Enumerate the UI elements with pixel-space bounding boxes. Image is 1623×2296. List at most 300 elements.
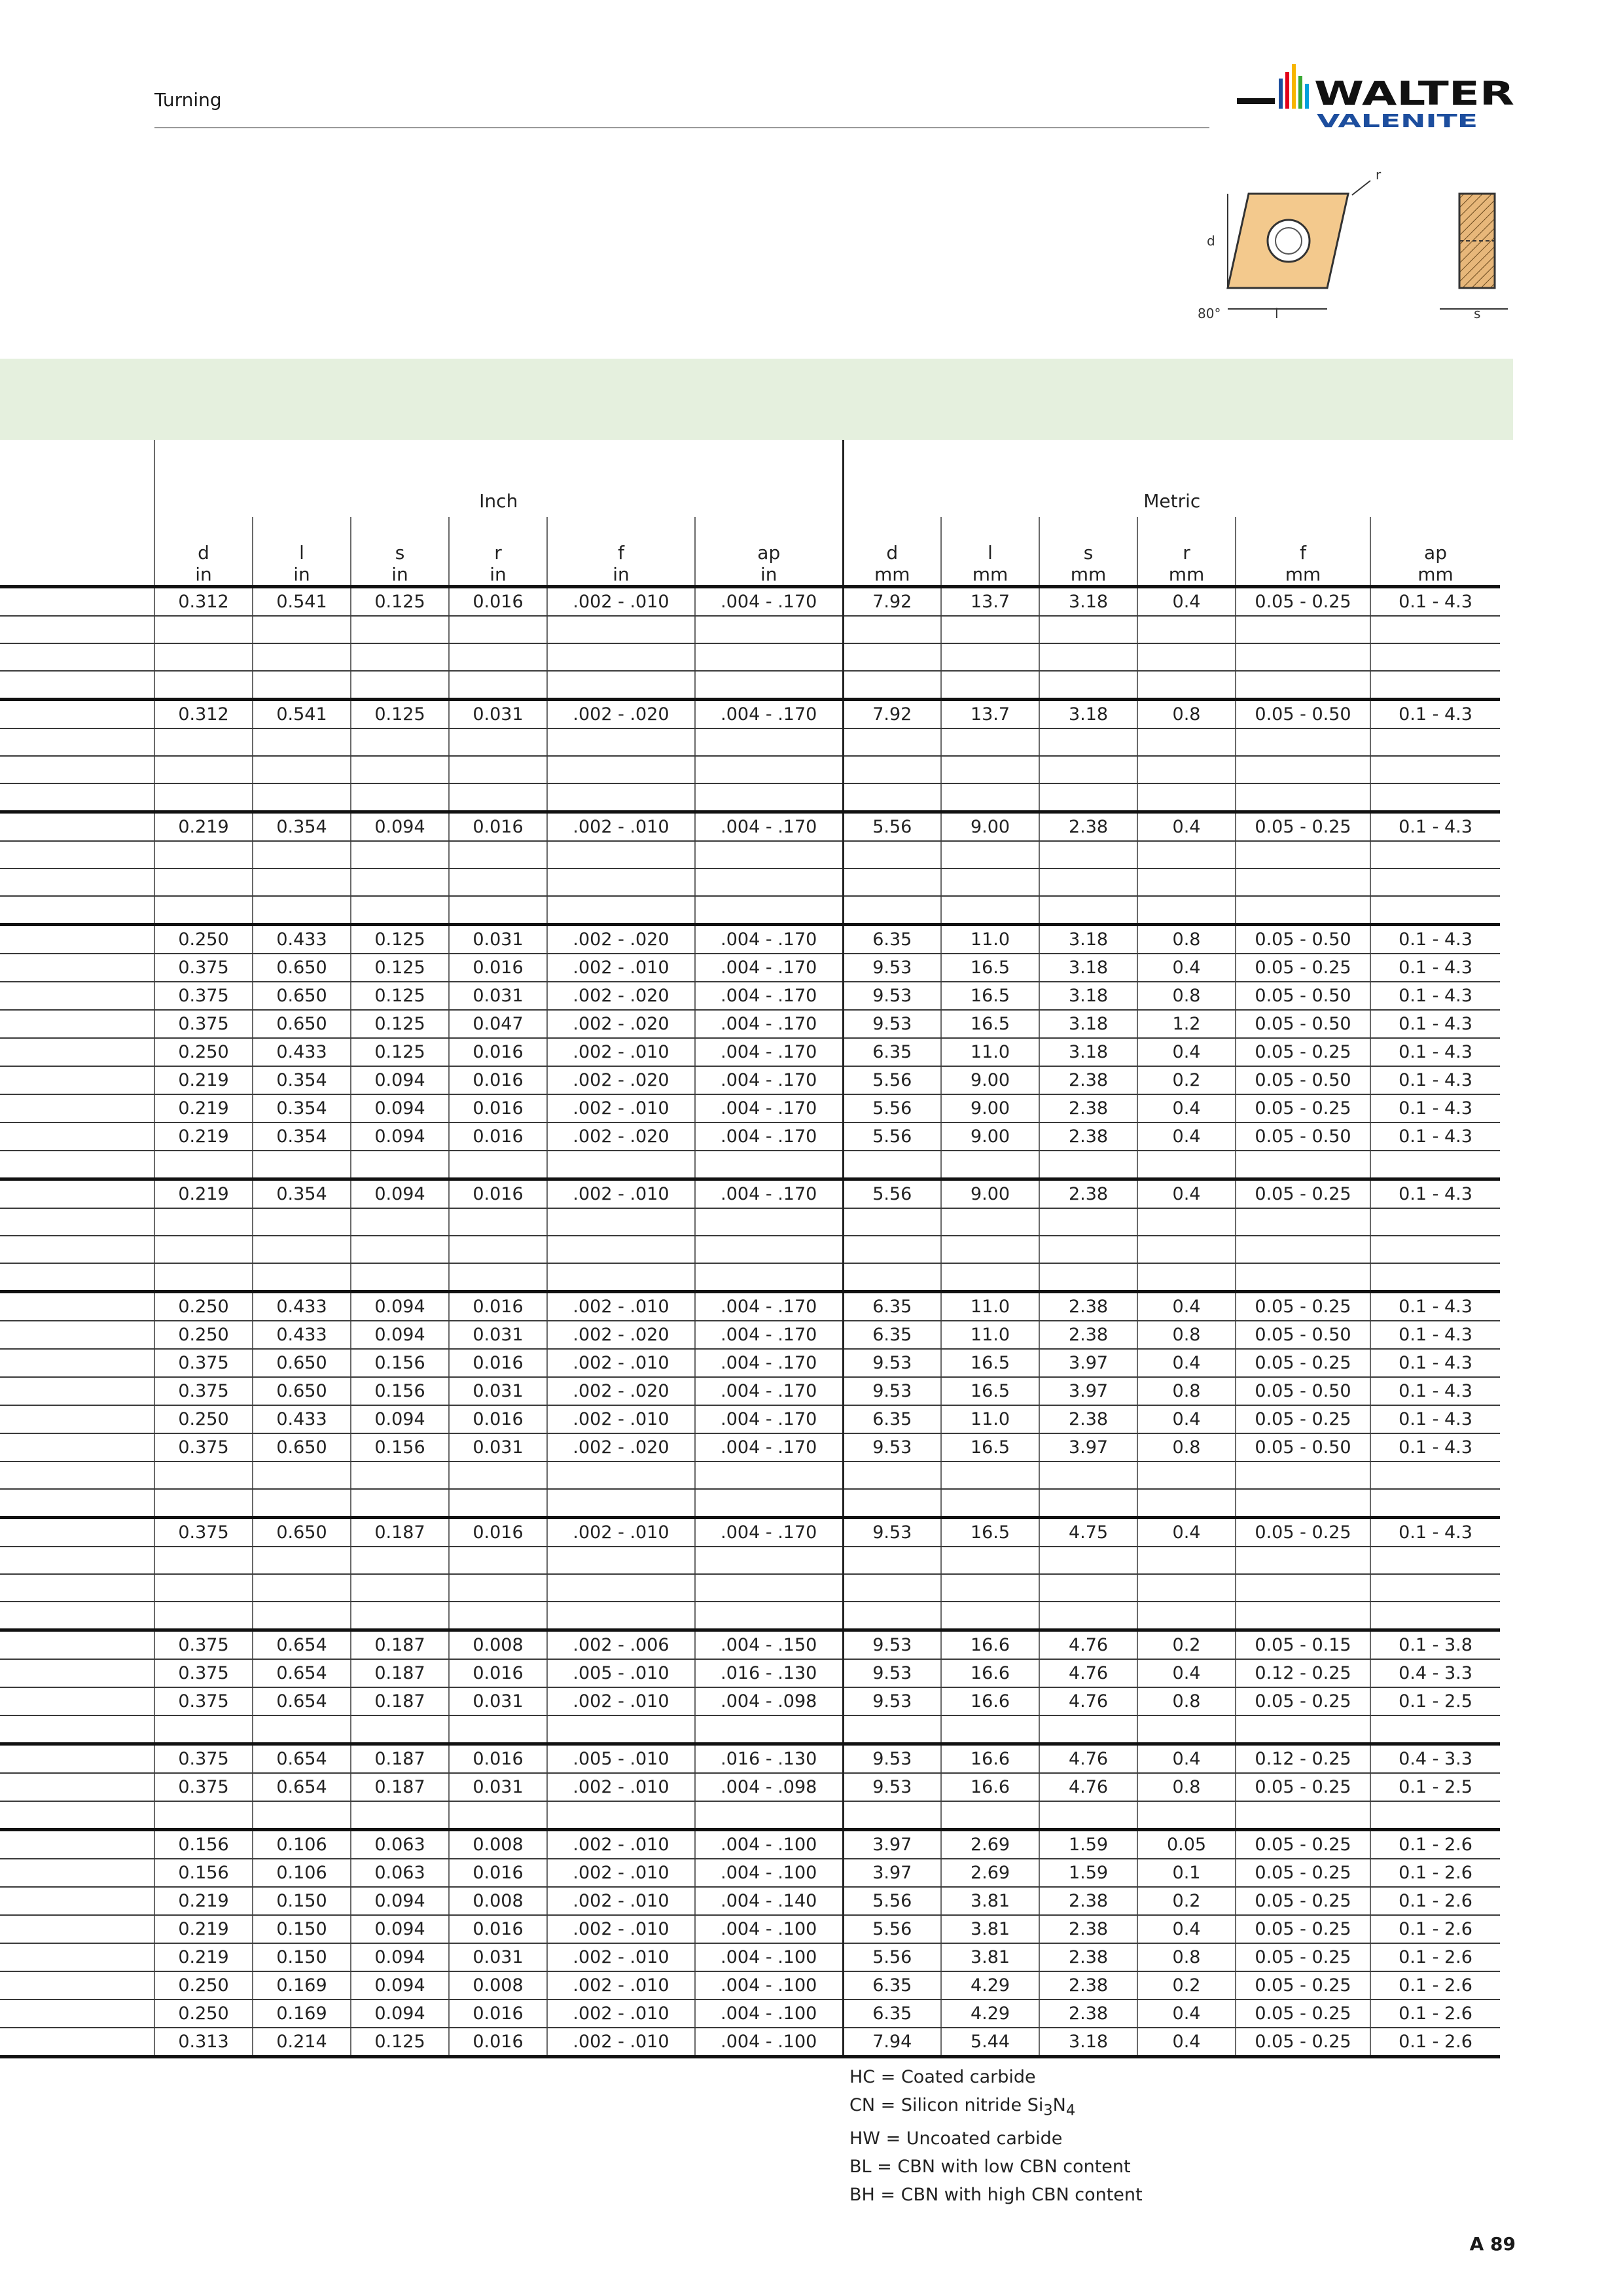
table-cell: 0.4 <box>1137 812 1236 842</box>
table-cell: 0.354 <box>253 1122 351 1151</box>
table-cell: 5.56 <box>843 1094 941 1122</box>
table-cell: 9.53 <box>843 1377 941 1405</box>
table-cell: 0.650 <box>253 982 351 1010</box>
table-row <box>0 1630 1500 1660</box>
table-cell: 5.56 <box>843 1887 941 1915</box>
table-cell: 16.6 <box>941 1744 1039 1774</box>
table-cell: .002 - .020 <box>547 1010 695 1038</box>
table-cell: 2.38 <box>1039 1915 1137 1943</box>
col-header: f mm <box>1236 517 1370 587</box>
table-cell: 6.35 <box>843 2000 941 2028</box>
table-cell: 3.81 <box>941 1943 1039 1971</box>
table-cell: 0.8 <box>1137 1321 1236 1349</box>
table-cell: 0.8 <box>1137 1773 1236 1801</box>
section-title: Turning <box>154 89 222 111</box>
table-cell: 0.1 - 4.3 <box>1370 587 1500 617</box>
table-cell: 0.1 - 4.3 <box>1370 1066 1500 1094</box>
table-cell: 11.0 <box>941 925 1039 954</box>
table-cell: 0.05 - 0.25 <box>1236 2000 1370 2028</box>
group-header-metric: Metric <box>1143 490 1201 512</box>
table-cell: 1.2 <box>1137 1010 1236 1038</box>
table-cell: 11.0 <box>941 1405 1039 1433</box>
table-cell: 0.1 - 4.3 <box>1370 1038 1500 1066</box>
table-cell: 0.016 <box>449 1094 547 1122</box>
table-cell: .004 - .170 <box>695 1179 843 1209</box>
table-cell: 0.375 <box>154 1744 253 1774</box>
table-cell: .002 - .010 <box>547 1971 695 2000</box>
table-cell: 0.4 - 3.3 <box>1370 1744 1500 1774</box>
table-cell: 0.654 <box>253 1773 351 1801</box>
table-cell: .002 - .010 <box>547 1859 695 1887</box>
table-cell: 0.4 <box>1137 1292 1236 1321</box>
table-cell: 16.6 <box>941 1630 1039 1660</box>
table-cell: 0.016 <box>449 1744 547 1774</box>
table-cell: 0.05 - 0.50 <box>1236 1122 1370 1151</box>
table-cell: 1.59 <box>1039 1830 1137 1859</box>
table-cell: 9.53 <box>843 982 941 1010</box>
table-cell: 3.18 <box>1039 982 1137 1010</box>
table-cell: 0.541 <box>253 700 351 729</box>
table-cell: 0.1 - 4.3 <box>1370 1122 1500 1151</box>
table-cell: 0.1 - 4.3 <box>1370 1349 1500 1377</box>
table-cell: 0.016 <box>449 1122 547 1151</box>
table-cell: .002 - .010 <box>547 1179 695 1209</box>
insert-hole-icon <box>1268 220 1310 262</box>
table-row <box>0 1744 1500 1774</box>
table-cell: 5.56 <box>843 1179 941 1209</box>
table-cell: 9.00 <box>941 1122 1039 1151</box>
table-cell: 4.29 <box>941 2000 1039 2028</box>
col-header: ap mm <box>1370 517 1500 587</box>
table-cell: 5.56 <box>843 1915 941 1943</box>
table-cell: 0.031 <box>449 925 547 954</box>
table-row <box>0 1943 1500 1971</box>
insert-drawing <box>1198 164 1512 334</box>
table-row <box>0 954 1500 982</box>
table-cell: .002 - .010 <box>547 1292 695 1321</box>
table-cell: 0.05 - 0.50 <box>1236 1066 1370 1094</box>
table-cell: 5.56 <box>843 1122 941 1151</box>
logo-stripe <box>1305 84 1309 109</box>
table-cell: 0.654 <box>253 1630 351 1660</box>
table-row <box>0 1179 1500 1209</box>
header-rule <box>154 127 1209 128</box>
table-cell: 0.1 - 4.3 <box>1370 925 1500 954</box>
table-cell: .004 - .170 <box>695 1349 843 1377</box>
table-cell: 2.69 <box>941 1830 1039 1859</box>
table-cell: 2.38 <box>1039 812 1137 842</box>
table-body <box>0 587 1500 2057</box>
table-row <box>0 1066 1500 1094</box>
table-cell: 0.433 <box>253 1038 351 1066</box>
table-cell: 0.1 - 2.6 <box>1370 2028 1500 2057</box>
table-cell: 0.031 <box>449 1943 547 1971</box>
table-row <box>0 1122 1500 1151</box>
table-group-header-row <box>0 440 1500 517</box>
table-cell: 0.354 <box>253 1179 351 1209</box>
table-cell: 0.094 <box>351 2000 449 2028</box>
table-cell: 16.5 <box>941 1377 1039 1405</box>
table-cell: 9.53 <box>843 1630 941 1660</box>
table-cell: 0.05 - 0.25 <box>1236 1349 1370 1377</box>
table-cell: 16.6 <box>941 1773 1039 1801</box>
table-cell: .004 - .170 <box>695 1405 843 1433</box>
table-cell: 9.53 <box>843 1518 941 1547</box>
table-cell: 0.094 <box>351 1292 449 1321</box>
table-cell: 0.05 - 0.50 <box>1236 700 1370 729</box>
table-cell: 0.187 <box>351 1687 449 1715</box>
table-cell: 0.8 <box>1137 1943 1236 1971</box>
table-row-empty <box>0 1236 1500 1263</box>
table-cell: 0.008 <box>449 1887 547 1915</box>
table-cell: 9.53 <box>843 1687 941 1715</box>
table-cell: 0.1 - 4.3 <box>1370 1179 1500 1209</box>
table-cell: 0.4 <box>1137 1915 1236 1943</box>
title-band <box>0 359 1513 440</box>
table-cell: 6.35 <box>843 1321 941 1349</box>
table-cell: .002 - .010 <box>547 1405 695 1433</box>
table-cell: 0.150 <box>253 1887 351 1915</box>
table-cell: 9.00 <box>941 1179 1039 1209</box>
table-cell: 0.650 <box>253 1349 351 1377</box>
table-cell: .004 - .170 <box>695 1377 843 1405</box>
table-cell: 0.094 <box>351 1405 449 1433</box>
table-cell: 0.250 <box>154 1038 253 1066</box>
table-cell: 0.150 <box>253 1915 351 1943</box>
table-cell: 0.4 <box>1137 1094 1236 1122</box>
table-cell: .004 - .100 <box>695 2028 843 2057</box>
table-row <box>0 1887 1500 1915</box>
table-cell: 0.1 - 4.3 <box>1370 1321 1500 1349</box>
table-cell: 0.05 - 0.25 <box>1236 1687 1370 1715</box>
logo-wordmark: WALTER <box>1314 75 1514 113</box>
table-cell: .002 - .010 <box>547 587 695 617</box>
table-cell: 2.38 <box>1039 1887 1137 1915</box>
table-cell: .002 - .010 <box>547 2028 695 2057</box>
table-cell: 16.5 <box>941 1433 1039 1462</box>
label-angle: 80° <box>1198 306 1221 321</box>
table-cell: 9.53 <box>843 1773 941 1801</box>
table-row <box>0 1010 1500 1038</box>
table-cell: 3.97 <box>843 1859 941 1887</box>
table-cell: 5.56 <box>843 1943 941 1971</box>
table-cell: 0.1 - 2.6 <box>1370 1859 1500 1887</box>
table-cell: 9.53 <box>843 1010 941 1038</box>
table-cell: .004 - .170 <box>695 1122 843 1151</box>
table-row <box>0 925 1500 954</box>
table-cell: 0.094 <box>351 1915 449 1943</box>
table-cell: 5.56 <box>843 812 941 842</box>
table-cell: .004 - .098 <box>695 1773 843 1801</box>
legend-item: HC = Coated carbide <box>849 2067 1036 2087</box>
table-cell: 0.05 - 0.25 <box>1236 1292 1370 1321</box>
table-cell: 0.12 - 0.25 <box>1236 1659 1370 1687</box>
table-cell: 0.375 <box>154 1687 253 1715</box>
table-cell: 0.8 <box>1137 925 1236 954</box>
table-cell: 0.250 <box>154 925 253 954</box>
table-cell: 0.354 <box>253 812 351 842</box>
table-row-empty <box>0 1489 1500 1518</box>
table-cell: .002 - .020 <box>547 982 695 1010</box>
table-cell: 0.1 - 2.6 <box>1370 1971 1500 2000</box>
label-s: s <box>1474 306 1481 321</box>
logo-stripe <box>1285 72 1289 109</box>
table-row-empty <box>0 616 1500 643</box>
table-cell: 0.654 <box>253 1744 351 1774</box>
table-cell: 0.016 <box>449 1915 547 1943</box>
table-cell: .004 - .100 <box>695 1915 843 1943</box>
table-cell: 0.4 <box>1137 587 1236 617</box>
table-cell: 0.094 <box>351 812 449 842</box>
table-row-empty <box>0 1263 1500 1292</box>
table-cell: 3.18 <box>1039 925 1137 954</box>
table-cell: 0.8 <box>1137 1687 1236 1715</box>
table-cell: 0.433 <box>253 1405 351 1433</box>
label-d: d <box>1207 233 1215 249</box>
col-header: r mm <box>1137 517 1236 587</box>
table-cell: .004 - .170 <box>695 1518 843 1547</box>
table-cell: 0.016 <box>449 1405 547 1433</box>
table-row-empty <box>0 869 1500 896</box>
table-cell: 2.38 <box>1039 1321 1137 1349</box>
table-row-empty <box>0 1574 1500 1602</box>
table-cell: 0.016 <box>449 1179 547 1209</box>
table-cell: 0.031 <box>449 700 547 729</box>
table-cell: 0.156 <box>154 1859 253 1887</box>
table-cell: 0.250 <box>154 2000 253 2028</box>
table-row-empty <box>0 1547 1500 1574</box>
table-cell: 0.05 - 0.25 <box>1236 1830 1370 1859</box>
table-row <box>0 1349 1500 1377</box>
table-cell: 16.6 <box>941 1659 1039 1687</box>
table-cell: 0.016 <box>449 1292 547 1321</box>
table-cell: 7.92 <box>843 700 941 729</box>
table-cell: 0.375 <box>154 982 253 1010</box>
table-cell: .004 - .170 <box>695 812 843 842</box>
table-cell: 3.18 <box>1039 2028 1137 2057</box>
table-cell: 0.05 - 0.50 <box>1236 1433 1370 1462</box>
table-cell: 0.1 - 4.3 <box>1370 1518 1500 1547</box>
table-row-empty <box>0 643 1500 671</box>
table-cell: .002 - .010 <box>547 1773 695 1801</box>
table-cell: 9.53 <box>843 1744 941 1774</box>
table-cell: 0.031 <box>449 1773 547 1801</box>
table-cell: 0.4 <box>1137 1405 1236 1433</box>
table-row-empty <box>0 1151 1500 1179</box>
table-row <box>0 1321 1500 1349</box>
legend-item: HW = Uncoated carbide <box>849 2128 1063 2149</box>
table-cell: 0.094 <box>351 1971 449 2000</box>
table-cell: 0.375 <box>154 1433 253 1462</box>
table-cell: 2.38 <box>1039 1971 1137 2000</box>
table-cell: 0.156 <box>351 1433 449 1462</box>
table-cell: 2.38 <box>1039 1292 1137 1321</box>
table-cell: 0.2 <box>1137 1066 1236 1094</box>
table-cell: 13.7 <box>941 700 1039 729</box>
table-cell: 0.4 <box>1137 2028 1236 2057</box>
col-header: ap in <box>695 517 843 587</box>
table-cell: 0.125 <box>351 1038 449 1066</box>
col-header: f in <box>547 517 695 587</box>
table-cell: .004 - .170 <box>695 982 843 1010</box>
table-cell: .002 - .020 <box>547 1321 695 1349</box>
table-row <box>0 587 1500 617</box>
table-cell: 16.6 <box>941 1687 1039 1715</box>
table-cell: 0.125 <box>351 982 449 1010</box>
table-cell: 2.38 <box>1039 1943 1137 1971</box>
table-row <box>0 1830 1500 1859</box>
table-cell: 0.05 <box>1137 1830 1236 1859</box>
table-cell: 0.8 <box>1137 1377 1236 1405</box>
table-cell: 0.1 - 3.8 <box>1370 1630 1500 1660</box>
col-header: s in <box>351 517 449 587</box>
table-cell: 0.125 <box>351 2028 449 2057</box>
table-cell: 4.76 <box>1039 1773 1137 1801</box>
table-cell: 0.008 <box>449 1830 547 1859</box>
table-row-empty <box>0 1462 1500 1489</box>
table-cell: .002 - .010 <box>547 1094 695 1122</box>
table-cell: 0.05 - 0.25 <box>1236 812 1370 842</box>
table-cell: 0.016 <box>449 2028 547 2057</box>
table-cell: 0.250 <box>154 1971 253 2000</box>
table-cell: 0.219 <box>154 812 253 842</box>
table-row <box>0 1773 1500 1801</box>
table-cell: 9.53 <box>843 1659 941 1687</box>
table-cell: 0.375 <box>154 1773 253 1801</box>
table-cell: 0.031 <box>449 982 547 1010</box>
table-cell: 6.35 <box>843 1038 941 1066</box>
table-cell: 3.18 <box>1039 1038 1137 1066</box>
table-cell: 3.18 <box>1039 700 1137 729</box>
table-cell: 0.047 <box>449 1010 547 1038</box>
table-cell: 0.05 - 0.25 <box>1236 1405 1370 1433</box>
table-cell: 0.650 <box>253 1518 351 1547</box>
table-cell: 0.375 <box>154 954 253 982</box>
table-cell: 0.4 <box>1137 1518 1236 1547</box>
table-cell: 0.433 <box>253 1321 351 1349</box>
table-cell: 0.4 <box>1137 1038 1236 1066</box>
label-r: r <box>1376 167 1382 183</box>
table-cell: 0.4 <box>1137 1349 1236 1377</box>
table-cell: 0.05 - 0.25 <box>1236 1094 1370 1122</box>
table-cell: .004 - .170 <box>695 587 843 617</box>
table-cell: 0.2 <box>1137 1971 1236 2000</box>
table-cell: 0.156 <box>154 1830 253 1859</box>
table-cell: .004 - .170 <box>695 1010 843 1038</box>
table-row <box>0 2028 1500 2057</box>
table-row-empty <box>0 728 1500 756</box>
table-cell: .004 - .100 <box>695 1830 843 1859</box>
table-cell: .002 - .010 <box>547 954 695 982</box>
table-cell: 1.59 <box>1039 1859 1137 1887</box>
table-cell: 0.05 - 0.25 <box>1236 1943 1370 1971</box>
table-cell: 0.375 <box>154 1349 253 1377</box>
table-cell: .004 - .100 <box>695 1943 843 1971</box>
table-cell: .004 - .170 <box>695 700 843 729</box>
table-cell: 0.4 <box>1137 1122 1236 1151</box>
table-cell: 0.008 <box>449 1630 547 1660</box>
table-cell: 0.150 <box>253 1943 351 1971</box>
table-cell: 0.650 <box>253 954 351 982</box>
page-number: A 89 <box>1469 2233 1516 2255</box>
logo-bar <box>1237 98 1275 104</box>
table-cell: 4.29 <box>941 1971 1039 2000</box>
table-row <box>0 1433 1500 1462</box>
table-cell: 0.016 <box>449 1066 547 1094</box>
logo-stripe <box>1298 76 1302 109</box>
table-cell: 0.1 <box>1137 1859 1236 1887</box>
table-cell: 6.35 <box>843 1971 941 2000</box>
table-cell: 0.375 <box>154 1377 253 1405</box>
table-cell: 0.1 - 4.3 <box>1370 812 1500 842</box>
table-cell: 13.7 <box>941 587 1039 617</box>
table-cell: 0.1 - 4.3 <box>1370 1010 1500 1038</box>
table-cell: .016 - .130 <box>695 1659 843 1687</box>
table-cell: .004 - .100 <box>695 1971 843 2000</box>
table-cell: 11.0 <box>941 1038 1039 1066</box>
table-cell: .002 - .020 <box>547 1066 695 1094</box>
table-cell: 2.38 <box>1039 1405 1137 1433</box>
table-cell: 0.05 - 0.25 <box>1236 2028 1370 2057</box>
table-cell: 0.1 - 4.3 <box>1370 1292 1500 1321</box>
table-cell: 0.4 <box>1137 2000 1236 2028</box>
table-cell: 9.53 <box>843 1349 941 1377</box>
table-cell: 0.094 <box>351 1943 449 1971</box>
table-cell: 0.094 <box>351 1066 449 1094</box>
table-cell: 0.187 <box>351 1659 449 1687</box>
table-cell: 0.4 <box>1137 1659 1236 1687</box>
table-cell: 0.250 <box>154 1292 253 1321</box>
table-cell: 9.00 <box>941 812 1039 842</box>
table-row <box>0 1971 1500 2000</box>
table-cell: 0.654 <box>253 1687 351 1715</box>
col-header: d in <box>154 517 253 587</box>
table-cell: 0.05 - 0.25 <box>1236 1179 1370 1209</box>
group-header-inch: Inch <box>479 490 518 512</box>
table-cell: 0.05 - 0.15 <box>1236 1630 1370 1660</box>
table-cell: 0.650 <box>253 1377 351 1405</box>
legend-item: BL = CBN with low CBN content <box>849 2157 1131 2178</box>
table-cell: 0.1 - 4.3 <box>1370 700 1500 729</box>
table-cell: 0.4 - 3.3 <box>1370 1659 1500 1687</box>
table-cell: 0.12 - 0.25 <box>1236 1744 1370 1774</box>
table-cell: .002 - .010 <box>547 1518 695 1547</box>
table-cell: 0.187 <box>351 1773 449 1801</box>
table-column-header-row <box>0 517 1500 587</box>
table-cell: 0.4 <box>1137 1179 1236 1209</box>
table-cell: 0.1 - 4.3 <box>1370 1377 1500 1405</box>
table-cell: 16.5 <box>941 982 1039 1010</box>
table-cell: 0.016 <box>449 1859 547 1887</box>
table-cell: 0.016 <box>449 1349 547 1377</box>
table-cell: .004 - .170 <box>695 1433 843 1462</box>
table-row <box>0 1659 1500 1687</box>
table-cell: 5.56 <box>843 1066 941 1094</box>
table-cell: 0.016 <box>449 1659 547 1687</box>
table-cell: .002 - .010 <box>547 1830 695 1859</box>
table-cell: 9.00 <box>941 1066 1039 1094</box>
table-cell: 0.156 <box>351 1349 449 1377</box>
table-cell: .004 - .170 <box>695 1066 843 1094</box>
table-row-empty <box>0 671 1500 700</box>
table-cell: 0.1 - 4.3 <box>1370 954 1500 982</box>
table-cell: 0.016 <box>449 2000 547 2028</box>
table-cell: 2.38 <box>1039 1066 1137 1094</box>
table-cell: .002 - .010 <box>547 2000 695 2028</box>
legend-item: BH = CBN with high CBN content <box>849 2185 1143 2206</box>
table-cell: .004 - .098 <box>695 1687 843 1715</box>
table-cell: 0.05 - 0.50 <box>1236 925 1370 954</box>
